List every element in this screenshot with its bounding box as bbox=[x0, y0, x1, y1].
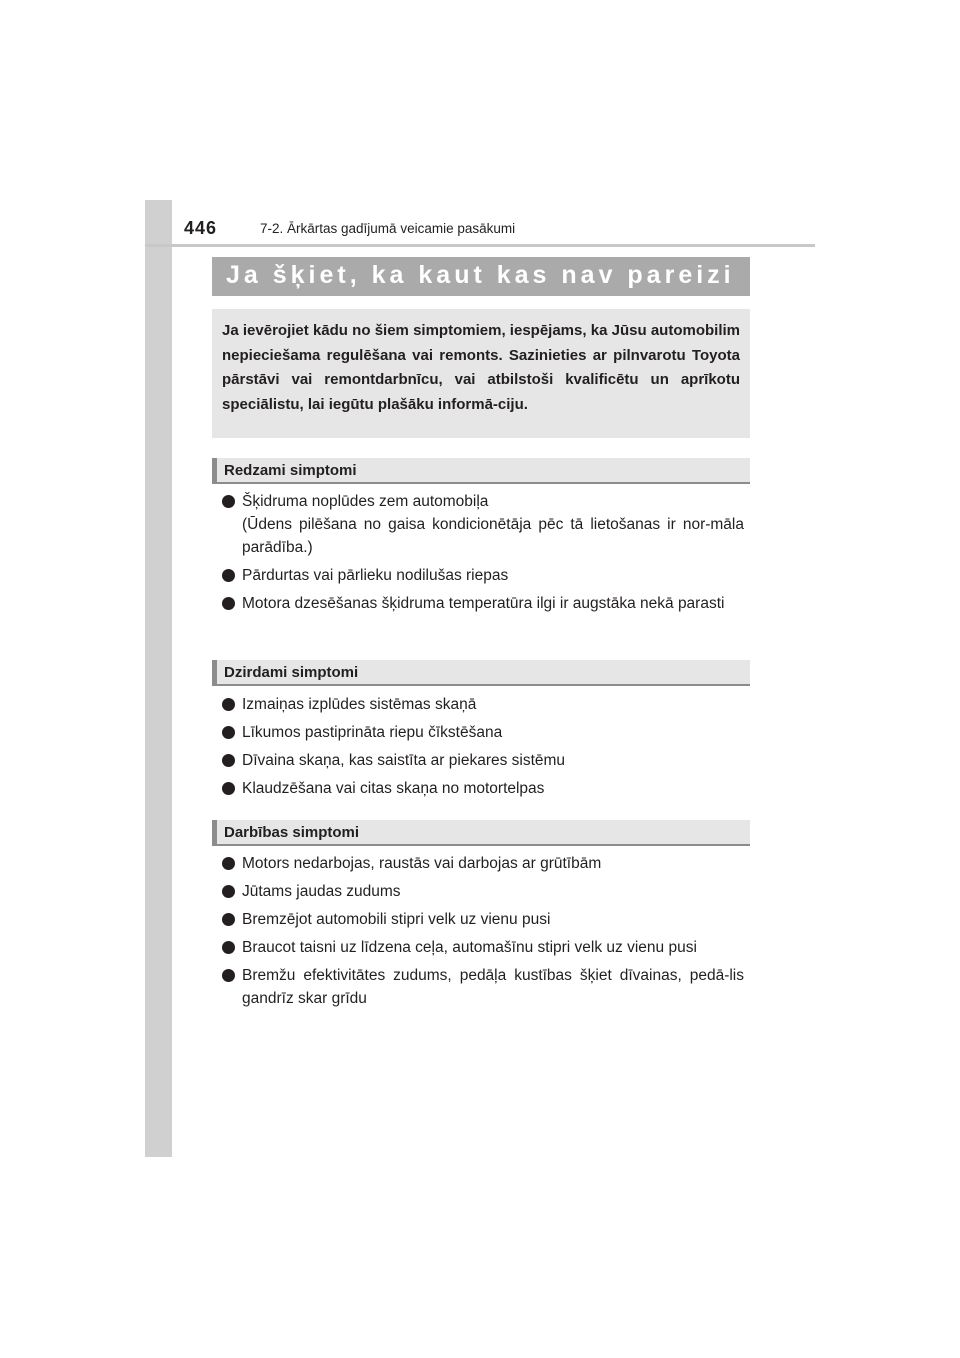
list-item bbox=[222, 749, 744, 772]
bullet-icon bbox=[222, 885, 235, 898]
item-text: Pārdurtas vai pārlieku nodilušas riepas bbox=[242, 567, 509, 584]
item-text: Bremžu efektivitātes zudums, pedāļa kustības šķiet dīvainas, pedā-lis gandrīz skar grīdu bbox=[242, 967, 744, 1007]
item-text: Dīvaina skaņa, kas saistīta ar piekares sistēmu bbox=[242, 752, 566, 769]
section-header-audible-symptoms bbox=[212, 660, 750, 686]
list-item bbox=[222, 908, 744, 931]
list-item bbox=[222, 564, 744, 587]
list-item bbox=[222, 777, 744, 800]
section-label: Darbības simptomi bbox=[224, 824, 360, 841]
bullet-icon bbox=[222, 782, 235, 795]
bullet-icon bbox=[222, 754, 235, 767]
item-text: Bremzējot automobili stipri velk uz vienu pusi bbox=[242, 911, 551, 928]
item-text: Līkumos pastiprināta riepu čīkstēšana bbox=[242, 724, 503, 741]
title-bar bbox=[212, 257, 750, 296]
list-item bbox=[222, 490, 744, 559]
bullet-list-operational-symptoms bbox=[222, 852, 744, 1015]
bullet-icon bbox=[222, 698, 235, 711]
list-item bbox=[222, 880, 744, 903]
list-item bbox=[222, 964, 744, 1010]
section-header-operational-symptoms bbox=[212, 820, 750, 846]
bullet-icon bbox=[222, 913, 235, 926]
list-item bbox=[222, 936, 744, 959]
bullet-icon bbox=[222, 726, 235, 739]
intro-text: Ja ievērojiet kādu no šiem simptomiem, iespējams, ka Jūsu automobilim nepieciešama regulēšana vai remonts. Sazinieties ar pilnvarotu Toyota pārstāvi vai remontdarbnīcu, vai atbilstoši kvalificētu un aprīkotu speciālistu, lai iegūtu plašāku informā-ciju. bbox=[222, 322, 740, 413]
page-number: 446 bbox=[184, 218, 218, 238]
bullet-icon bbox=[222, 969, 235, 982]
item-text: Jūtams jaudas zudums bbox=[242, 883, 401, 900]
bullet-list-audible-symptoms bbox=[222, 693, 744, 805]
bullet-icon bbox=[222, 941, 235, 954]
item-text: Klaudzēšana vai citas skaņa no motortelpas bbox=[242, 780, 545, 797]
chapter-title: 7-2. Ārkārtas gadījumā veicamie pasākumi bbox=[260, 221, 516, 236]
item-text: Šķidruma noplūdes zem automobiļa bbox=[242, 493, 489, 510]
item-text: Motora dzesēšanas šķidruma temperatūra ilgi ir augstāka nekā parasti bbox=[242, 595, 725, 612]
list-item bbox=[222, 693, 744, 716]
list-item bbox=[222, 852, 744, 875]
bullet-icon bbox=[222, 597, 235, 610]
side-band bbox=[145, 200, 172, 1157]
section-label: Dzirdami simptomi bbox=[224, 664, 359, 681]
list-item bbox=[222, 721, 744, 744]
bullet-list-visible-symptoms bbox=[222, 490, 744, 620]
section-header-visible-symptoms bbox=[212, 458, 750, 484]
item-text: Motors nedarbojas, raustās vai darbojas ar grūtībām bbox=[242, 855, 602, 872]
intro-box bbox=[212, 309, 750, 438]
header-divider bbox=[145, 244, 815, 247]
section-label: Redzami simptomi bbox=[224, 462, 357, 479]
item-text: Izmaiņas izplūdes sistēmas skaņā bbox=[242, 696, 477, 713]
page-title: Ja šķiet, ka kaut kas nav pareizi bbox=[226, 261, 735, 289]
bullet-icon bbox=[222, 857, 235, 870]
item-text: Braucot taisni uz līdzena ceļa, automašīnu stipri velk uz vienu pusi bbox=[242, 939, 697, 956]
list-item bbox=[222, 592, 744, 615]
item-note: (Ūdens pilēšana no gaisa kondicionētāja pēc tā lietošanas ir nor-māla parādība.) bbox=[242, 516, 744, 556]
bullet-icon bbox=[222, 495, 235, 508]
bullet-icon bbox=[222, 569, 235, 582]
